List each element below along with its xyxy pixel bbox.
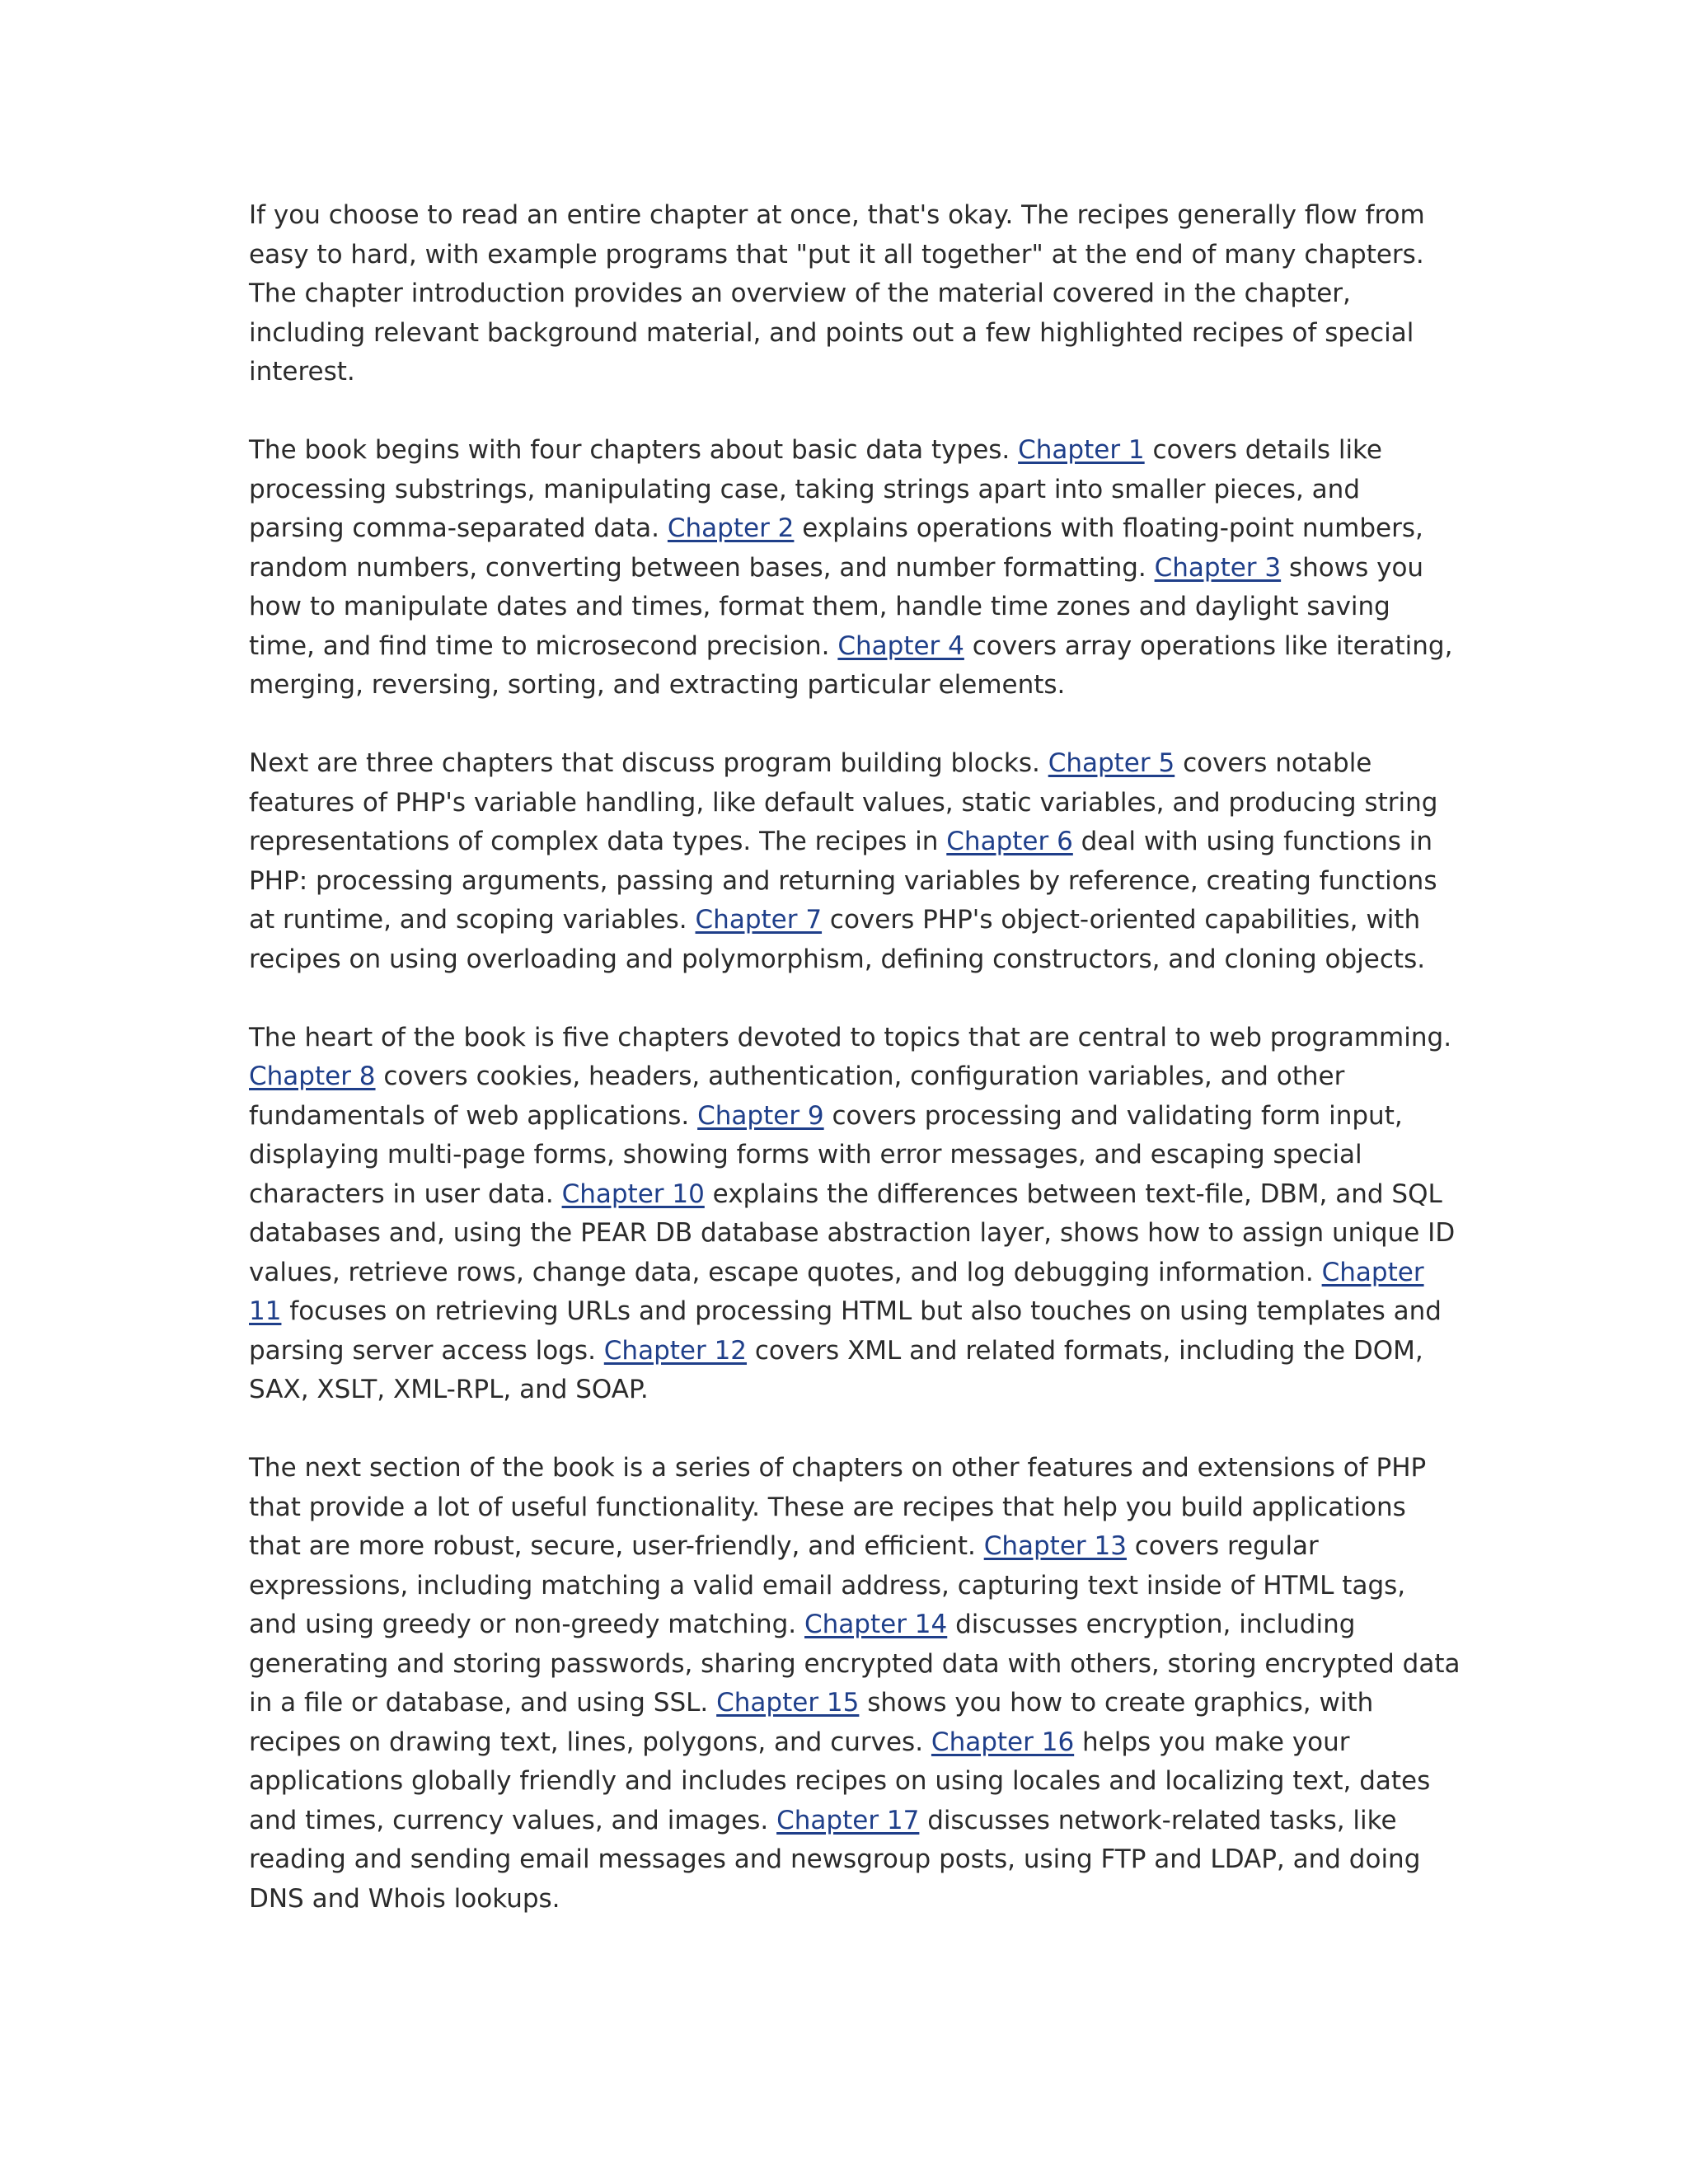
paragraph-basic-data-types bbox=[249, 431, 1461, 705]
paragraph-text: Next are three chapters that discuss program building blocks. bbox=[249, 748, 1048, 778]
chapter-3-link[interactable]: Chapter 3 bbox=[1154, 552, 1282, 583]
paragraph-text: covers processing and validating form input, displaying multi-page forms, showing forms with error messages, and escaping special characters in user data. bbox=[249, 1100, 1403, 1209]
paragraph-text: explains the differences between text-file, DBM, and SQL databases and, using the PEAR DB database abstraction layer, shows how to assign unique ID values, retrieve rows, change data, escape quotes, and log debugging information. bbox=[249, 1179, 1456, 1287]
chapter-6-link[interactable]: Chapter 6 bbox=[946, 827, 1073, 856]
paragraph-text: covers array operations like iterating, merging, reversing, sorting, and extracting particular elements. bbox=[249, 630, 1453, 700]
chapter-13-link[interactable]: Chapter 13 bbox=[983, 1531, 1127, 1561]
paragraph-text: covers XML and related formats, including the DOM, SAX, XSLT, XML-RPL, and SOAP. bbox=[249, 1335, 1423, 1404]
chapter-9-link[interactable]: Chapter 9 bbox=[697, 1100, 824, 1131]
paragraph-extensions bbox=[249, 1449, 1461, 1919]
document-page bbox=[249, 196, 1461, 1958]
chapter-11-link[interactable]: Chapter 11 bbox=[249, 1257, 1424, 1326]
paragraph-reading-guide bbox=[249, 196, 1461, 392]
paragraph-text: shows you how to manipulate dates and times, format them, handle time zones and daylight saving time, and find time to microsecond precision. bbox=[249, 552, 1424, 661]
paragraph-text: covers details like processing substrings, manipulating case, taking strings apart into smaller pieces, and parsing comma-separated data. bbox=[249, 435, 1382, 543]
paragraph-text: discusses network-related tasks, like reading and sending email messages and newsgroup posts, using FTP and LDAP, and doing DNS and Whois lookups. bbox=[249, 1805, 1421, 1914]
chapter-2-link[interactable]: Chapter 2 bbox=[667, 513, 795, 543]
paragraph-text: discusses encryption, including generating and storing passwords, sharing encrypted data with others, storing encrypted data in a file or database, and using SSL. bbox=[249, 1610, 1461, 1718]
paragraph-text: shows you how to create graphics, with recipes on drawing text, lines, polygons, and curves. bbox=[249, 1688, 1374, 1757]
paragraph-text: covers cookies, headers, authentication, configuration variables, and other fundamentals of web applications. bbox=[249, 1062, 1345, 1131]
paragraph-text: If you choose to read an entire chapter at once, that's okay. The recipes generally flow from easy to hard, with example programs that "put it all together" at the end of many chapters. The chapter introduction provides an overview of the material covered in the chapter, including relevant background material, and points out a few highlighted recipes of special interest. bbox=[249, 200, 1425, 387]
paragraph-building-blocks bbox=[249, 744, 1461, 979]
paragraph-text: deal with using functions in PHP: processing arguments, passing and returning variables by reference, creating functions at runtime, and scoping variables. bbox=[249, 827, 1437, 935]
chapter-12-link[interactable]: Chapter 12 bbox=[603, 1335, 748, 1366]
paragraph-text: covers notable features of PHP's variable handling, like default values, static variables, and producing string representations of complex data types. The recipes in bbox=[249, 748, 1438, 856]
chapter-14-link[interactable]: Chapter 14 bbox=[804, 1610, 948, 1639]
chapter-5-link[interactable]: Chapter 5 bbox=[1048, 748, 1175, 778]
paragraph-text: The book begins with four chapters about basic data types. bbox=[249, 435, 1019, 465]
paragraph-web-programming bbox=[249, 1019, 1461, 1410]
chapter-4-link[interactable]: Chapter 4 bbox=[837, 630, 964, 661]
chapter-7-link[interactable]: Chapter 7 bbox=[695, 905, 823, 935]
paragraph-text: The next section of the book is a series of chapters on other features and extensions of PHP that provide a lot of useful functionality. These are recipes that help you build applications that are more robust, secure, user-friendly, and efficient. bbox=[249, 1453, 1427, 1561]
paragraph-text: explains operations with floating-point numbers, random numbers, converting between bases, and number formatting. bbox=[249, 513, 1423, 583]
paragraph-text: helps you make your applications globally friendly and includes recipes on using locales and localizing text, dates and times, currency values, and images. bbox=[249, 1727, 1431, 1835]
chapter-8-link[interactable]: Chapter 8 bbox=[249, 1062, 376, 1091]
chapter-15-link[interactable]: Chapter 15 bbox=[716, 1688, 860, 1718]
paragraph-text: focuses on retrieving URLs and processing HTML but also touches on using templates and parsing server access logs. bbox=[249, 1296, 1442, 1366]
paragraph-text: covers PHP's object-oriented capabilities, with recipes on using overloading and polymorphism, defining constructors, and cloning objects. bbox=[249, 905, 1426, 974]
chapter-16-link[interactable]: Chapter 16 bbox=[931, 1727, 1075, 1757]
chapter-10-link[interactable]: Chapter 10 bbox=[561, 1179, 705, 1209]
chapter-1-link[interactable]: Chapter 1 bbox=[1018, 435, 1145, 465]
chapter-17-link[interactable]: Chapter 17 bbox=[776, 1805, 920, 1835]
paragraph-text: The heart of the book is five chapters devoted to topics that are central to web programming. bbox=[249, 1022, 1452, 1052]
paragraph-text: covers regular expressions, including matching a valid email address, capturing text inside of HTML tags, and using greedy or non-greedy matching. bbox=[249, 1531, 1406, 1639]
